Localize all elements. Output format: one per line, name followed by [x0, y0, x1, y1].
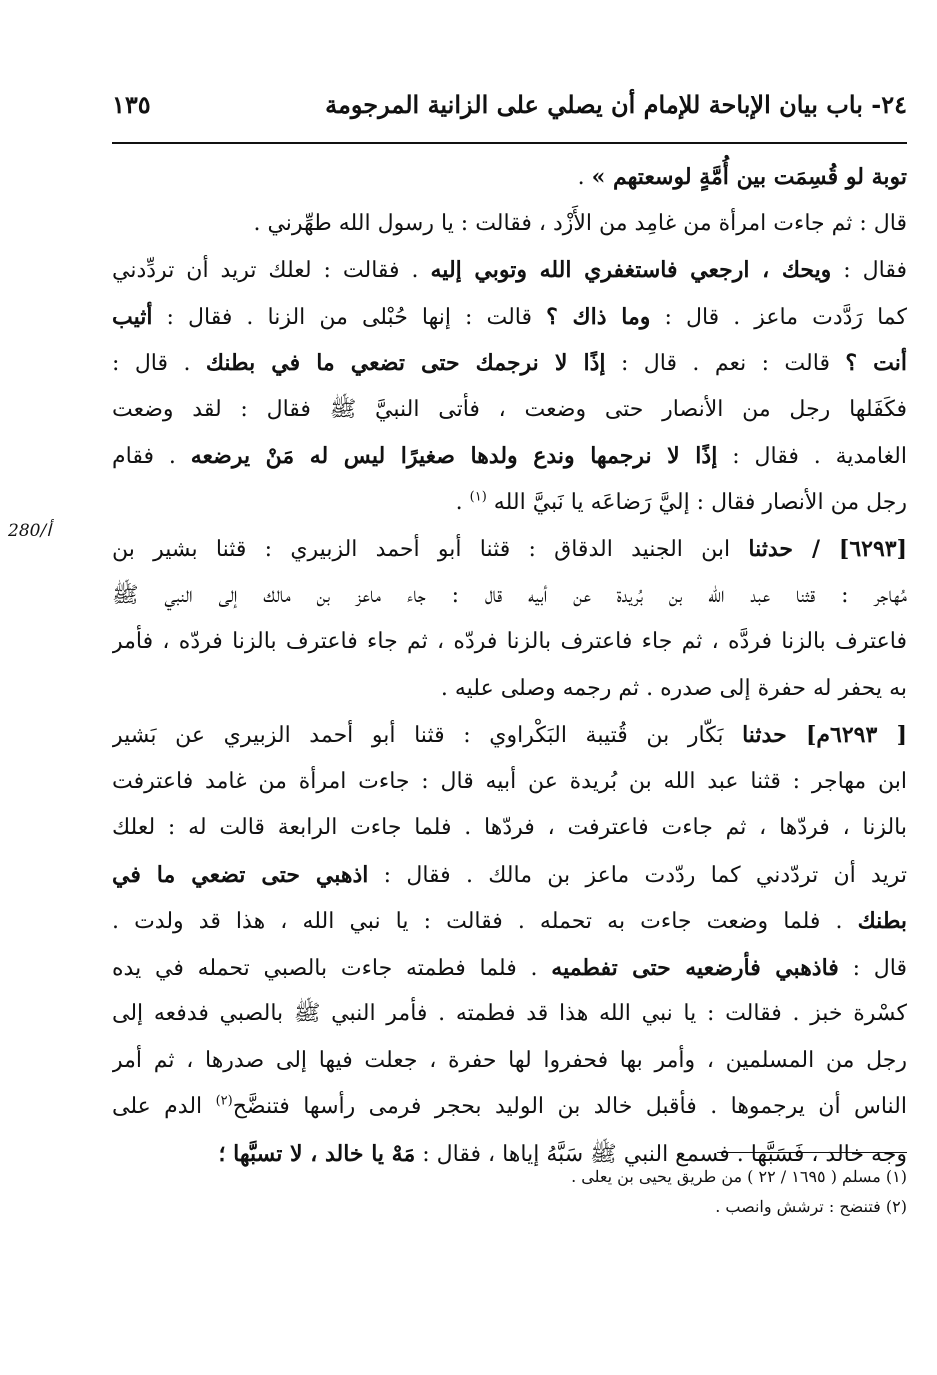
bold-segment: [ ٦٢٩٣م] — [786, 722, 907, 748]
text-segment: . فقالت : لعلك تريد أن تردِّدني — [112, 258, 431, 283]
text-line — [112, 852, 907, 899]
text-segment: . فلما فطمته جاءت بالصبي تحمله في يده — [112, 955, 552, 981]
bold-segment: مَهْ يا خالد ، لا تسبَّها ؛ — [218, 1140, 416, 1167]
bold-segment: إذًا لا نرجمها وندع ولدها صغيرًا ليس له مَنْ يرضعه — [190, 443, 718, 469]
text-segment: الناس أن يرجموها . فأقبل خالد بن الوليد بحجر فرمى رأسها فتنضَّح — [232, 1094, 907, 1119]
footnote-ref[interactable]: (٢) — [215, 1093, 233, 1109]
text-line — [112, 480, 907, 527]
bold-segment: حدثنا — [748, 536, 794, 562]
text-segment: ابن مهاجر : قثنا عبد الله بن بُريدة عن أبيه قال : جاءت امرأة من غامد فاعترفت — [112, 768, 907, 794]
text-line — [112, 247, 907, 294]
manuscript-folio-note: 280/أ — [8, 521, 51, 541]
text-line — [112, 759, 907, 806]
text-line — [112, 805, 907, 852]
text-line — [112, 340, 907, 387]
text-segment: . فلما وضعت جاءت به تحمله . فقالت : يا نبي الله ، هذا قد ولدت . — [112, 909, 858, 934]
text-segment: تريد أن تردّدني كما ردّدت ماعز بن مالك . فقال : — [368, 862, 907, 888]
text-line — [112, 526, 907, 573]
text-segment: قالت : نعم . قال : — [605, 351, 846, 376]
text-segment: الغامدية . فقال : — [717, 444, 907, 469]
text-line — [112, 387, 907, 434]
footnote-2: (٢) فتنضح : ترشش وانصب . — [715, 1197, 907, 1216]
footnote-rule — [717, 1152, 907, 1153]
text-segment: رجل من المسلمين ، وأمر بها فحفروا لها حفرة ، جعلت فيها إلى صدرها ، ثم أمر — [112, 1047, 907, 1073]
text-segment: الدم على — [112, 1094, 216, 1119]
text-line — [112, 433, 907, 480]
text-line — [112, 294, 907, 341]
bold-segment: وما ذاك ؟ — [546, 303, 651, 330]
bold-segment: توبة لو قُسِمَت بين أُمَّةٍ لوسعتهم » — [591, 164, 907, 190]
footnotes — [112, 1162, 907, 1222]
text-line — [112, 1084, 907, 1131]
bold-segment: أنت ؟ — [845, 350, 907, 376]
text-line — [112, 201, 907, 248]
bold-segment: [٦٢٩٣] / — [793, 536, 907, 562]
text-line — [112, 619, 907, 666]
text-line — [112, 945, 907, 992]
text-segment: مُهاجر : قثنا عبد الله بن بُريدة عن أبيه قال : جاء ماعز بن مالك إلى النبي ﷺ — [112, 582, 907, 608]
text-segment: قال : ثم جاءت امرأة من غامِد من الأَزْد ، فقالت : يا رسول الله طهِّرني . — [253, 210, 907, 236]
text-line — [112, 991, 907, 1038]
chapter-title: ٢٤- باب بيان الإباحة للإمام أن يصلي على الزانية المرجومة — [325, 89, 907, 119]
text-line — [112, 712, 907, 759]
text-segment: رجل من الأنصار فقال : إليَّ رَضاعَه يا نَبيَّ الله — [486, 489, 907, 515]
main-text — [112, 154, 907, 1177]
text-segment: . قال : — [112, 351, 206, 376]
bold-segment: فاذهبي فأرضعيه حتى تفطميه — [551, 954, 839, 981]
footnote-ref[interactable]: (١) — [469, 489, 487, 505]
bold-segment: حدثنا — [742, 722, 787, 748]
text-segment: . — [577, 165, 592, 190]
page-number: ١٣٥ — [112, 89, 151, 119]
text-segment: وجه خالد ، فَسَبَّها . فسمع النبي ﷺ سَبَّهُ إياها ، فقال : — [415, 1141, 907, 1167]
footnote-1: (١) مسلم ( ١٦٩٥ / ٢٢ ) من طريق يحيى بن يعلى . — [571, 1167, 907, 1186]
text-segment: قالت : إنها حُبْلى من الزنا . فقال : — [152, 304, 547, 330]
text-line — [112, 1038, 907, 1085]
text-segment: به يحفر له حفرة إلى صدره . ثم رجمه وصلى عليه . — [440, 675, 907, 701]
text-segment: فقال : — [831, 258, 907, 283]
running-header — [112, 82, 907, 126]
text-segment: قال : — [838, 955, 907, 981]
bold-segment: بطنك — [857, 908, 907, 934]
text-line — [112, 573, 907, 620]
bold-segment: ويحك ، ارجعي فاستغفري الله وتوبي إليه — [430, 257, 832, 283]
text-segment: بالزنا ، فردّها ، ثم جاءت فاعترفت ، فردّها . فلما جاءت الرابعة قالت له : لعلك — [112, 815, 907, 840]
text-segment: . فقام — [112, 444, 191, 469]
text-segment: فكَفَلها رجل من الأنصار حتى وضعت ، فأتى النبيَّ ﷺ فقال : لقد وضعت — [112, 396, 907, 422]
bold-segment: أثيب — [112, 303, 153, 330]
text-segment: . — [455, 489, 470, 515]
bold-segment: اذهبي حتى تضعي ما في — [112, 861, 369, 888]
text-line — [112, 666, 907, 713]
text-segment: كسْرة خبز . فقالت : يا نبي الله هذا قد فطمته . فأمر النبي ﷺ بالصبي فدفعه إلى — [112, 1001, 907, 1026]
text-segment: كما رَدَّدت ماعز . قال : — [650, 304, 907, 330]
text-segment: بَكّار بن قُتيبة البَكْراوي : قثنا أبو أحمد الزبيري عن بَشير — [112, 723, 743, 748]
bold-segment: إذًا لا نرجمك حتى تضعي ما في بطنك — [205, 350, 606, 376]
text-segment: ابن الجنيد الدقاق : قثنا أبو أحمد الزبيري : قثنا بشير بن — [112, 537, 749, 562]
text-line — [112, 154, 907, 201]
text-line — [112, 898, 907, 945]
header-rule — [112, 142, 907, 144]
text-segment: فاعترف بالزنا فردَّه ، ثم جاء فاعترف بالزنا فردّه ، ثم جاء فاعترف بالزنا فردّه ، فأمر — [112, 629, 907, 654]
